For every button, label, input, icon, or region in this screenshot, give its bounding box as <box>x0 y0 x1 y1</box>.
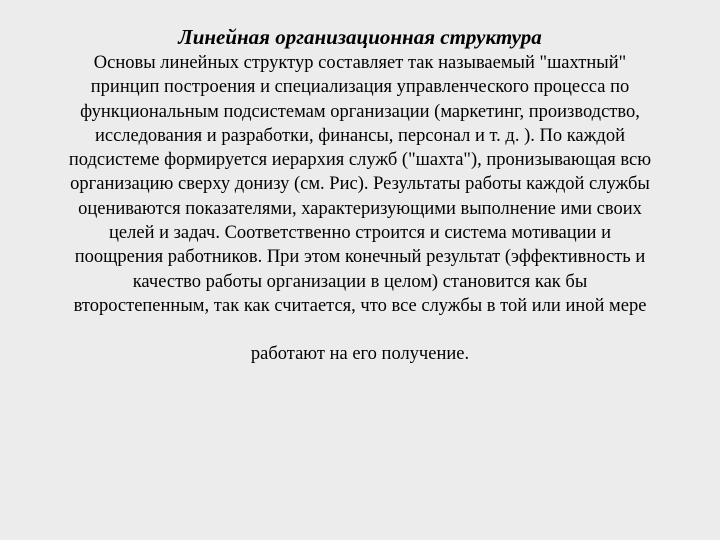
body-line: функциональным подсистемам организации (маркетинг, производство, <box>80 101 640 122</box>
body-line: второстепенным, так как считается, что все службы в той или иной мере <box>73 295 647 316</box>
body-line: исследования и разработки, финансы, персонал и т. д. ). По каждой <box>94 125 625 146</box>
body-line: поощрения работников. При этом конечный результат (эффективность и <box>74 247 646 268</box>
body-line: принцип построения и специализация управленческого процесса по <box>90 77 630 98</box>
body-line: организацию сверху донизу (см. Рис). Результаты работы каждой службы <box>70 174 650 195</box>
paragraph-gap <box>30 318 690 342</box>
body-line: Основы линейных структур составляет так называемый "шахтный" <box>93 53 627 73</box>
body-line: целей и задач. Соответственно строится и система мотивации и <box>109 223 611 244</box>
body-paragraph <box>30 51 690 367</box>
body-line: качество работы организации в целом) становится как бы <box>132 271 588 292</box>
slide-title: Линейная организационная структура <box>178 25 542 49</box>
body-line: оцениваются показателями, характеризующими выполнение ими своих <box>78 198 642 219</box>
body-line: подсистеме формируется иерархия служб ("шахта"), пронизывающая всю <box>68 150 652 171</box>
closing-line: работают на его получение. <box>250 344 470 365</box>
